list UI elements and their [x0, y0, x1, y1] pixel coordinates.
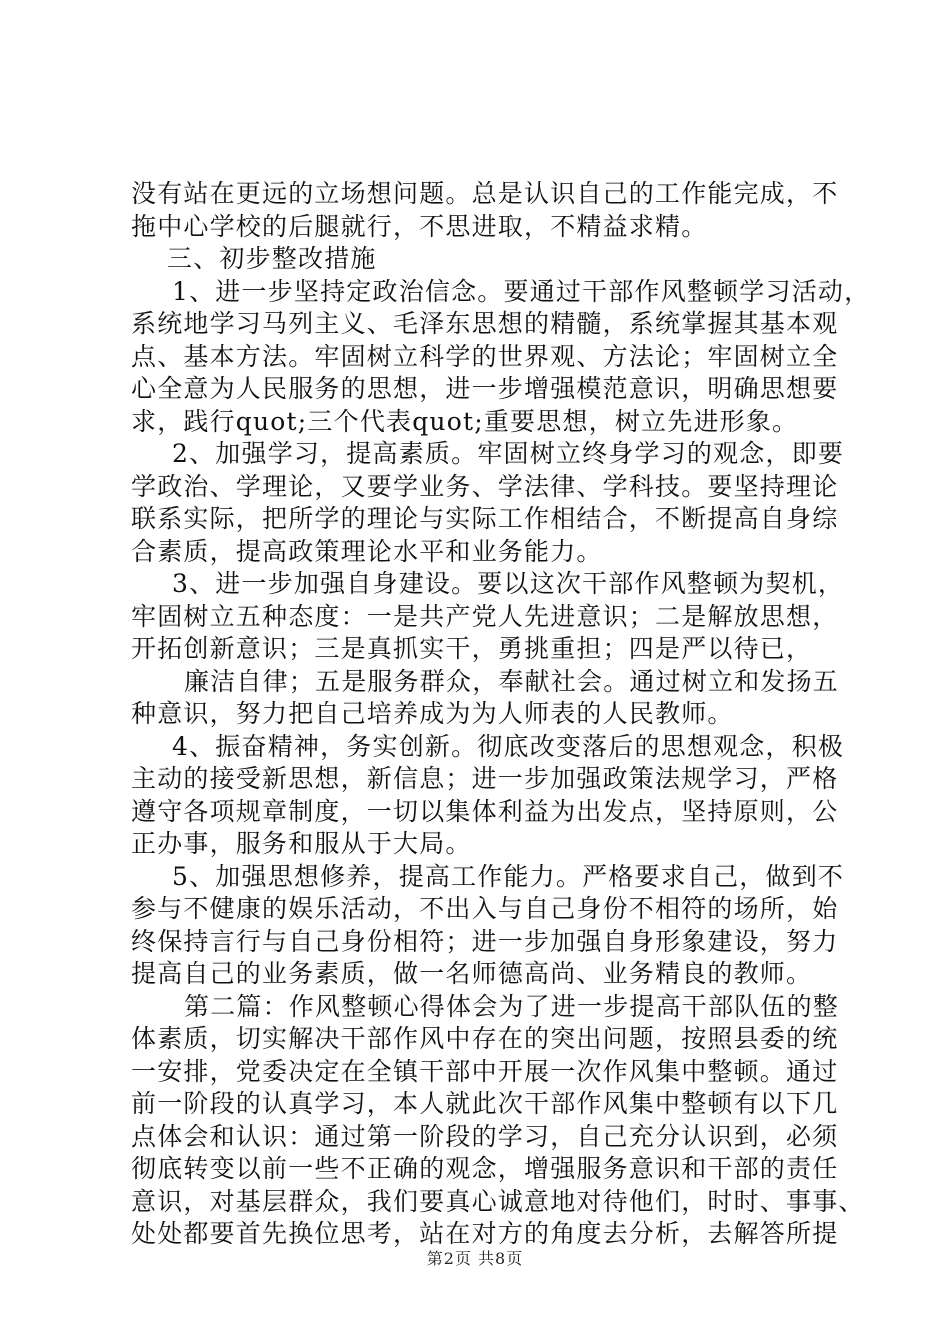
text-line: 正办事，服务和服从于大局。: [131, 829, 472, 858]
text-line: 3、进一步加强自身建设。要以这次干部作风整顿为契机，: [172, 569, 845, 598]
text-line: 求，践行quot;三个代表quot;重要思想，树立先进形象。: [131, 406, 799, 436]
text-line: 2、加强学习，提高素质。牢固树立终身学习的观念，即要: [172, 439, 845, 468]
text-line: 拖中心学校的后腿就行，不思进取，不精益求精。: [131, 211, 708, 241]
text-line: 体素质，切实解决干部作风中存在的突出问题，按照县委的统: [131, 1024, 839, 1053]
text-line: 前一阶段的认真学习，本人就此次干部作风集中整顿有以下几: [131, 1089, 839, 1118]
text-line: 学政治、学理论，又要学业务、学法律、学科技。要坚持理论: [131, 471, 839, 501]
text-line: 彻底转变以前一些不正确的观念，增强服务意识和干部的责任: [131, 1154, 839, 1183]
text-line: 4、振奋精神，务实创新。彻底改变落后的思想观念，积极: [172, 731, 845, 761]
text-line: 点体会和认识：通过第一阶段的学习，自己充分认识到，必须: [131, 1121, 839, 1151]
text-line: 种意识，努力把自己培养成为为人师表的人民教师。: [131, 699, 734, 728]
text-line: 点、基本方法。牢固树立科学的世界观、方法论；牢固树立全: [131, 341, 839, 371]
text-line: 主动的接受新思想，新信息；进一步加强政策法规学习，严格: [131, 764, 839, 793]
text-line: 遵守各项规章制度，一切以集体利益为出发点，坚持原则，公: [131, 796, 839, 826]
text-line: 没有站在更远的立场想问题。总是认识自己的工作能完成，不: [131, 179, 839, 208]
text-line: 第二篇：作风整顿心得体会为了进一步提高干部队伍的整: [184, 991, 840, 1021]
text-line: 系统地学习马列主义、毛泽东思想的精髓，系统掌握其基本观: [131, 309, 839, 338]
text-line: 合素质，提高政策理论水平和业务能力。: [131, 536, 603, 566]
document-body: [131, 178, 871, 1251]
text-line: 开拓创新意识；三是真抓实干，勇挑重担；四是严以待已，: [131, 634, 813, 663]
text-line: 联系实际，把所学的理论与实际工作相结合，不断提高自身综: [131, 504, 839, 533]
text-line: 5、加强思想修养，提高工作能力。严格要求自己，做到不: [172, 861, 845, 891]
text-line: 终保持言行与自己身份相符；进一步加强自身形象建设，努力: [131, 926, 839, 956]
text-line: 廉洁自律；五是服务群众，奉献社会。通过树立和发扬五: [184, 666, 840, 696]
text-line: 牢固树立五种态度：一是共产党人先进意识；二是解放思想，: [131, 601, 839, 631]
text-line: 参与不健康的娱乐活动，不出入与自己身份不相符的场所，始: [131, 894, 839, 923]
text-line: 心全意为人民服务的思想，进一步增强模范意识，明确思想要: [131, 374, 839, 403]
text-line: 1、进一步坚持定政治信念。要通过干部作风整顿学习活动，: [172, 276, 871, 306]
page-number: 第2页 共8页: [426, 1249, 524, 1268]
text-line: 处处都要首先换位思考，站在对方的角度去分析，去解答所提: [131, 1219, 839, 1248]
text-line: 意识，对基层群众，我们要真心诚意地对待他们，时时、事事、: [131, 1186, 865, 1216]
text-line: 三、初步整改措施: [167, 244, 377, 273]
text-line: 提高自己的业务素质，做一名师德高尚、业务精良的教师。: [131, 959, 813, 988]
text-line: 一安排，党委决定在全镇干部中开展一次作风集中整顿。通过: [131, 1056, 839, 1086]
